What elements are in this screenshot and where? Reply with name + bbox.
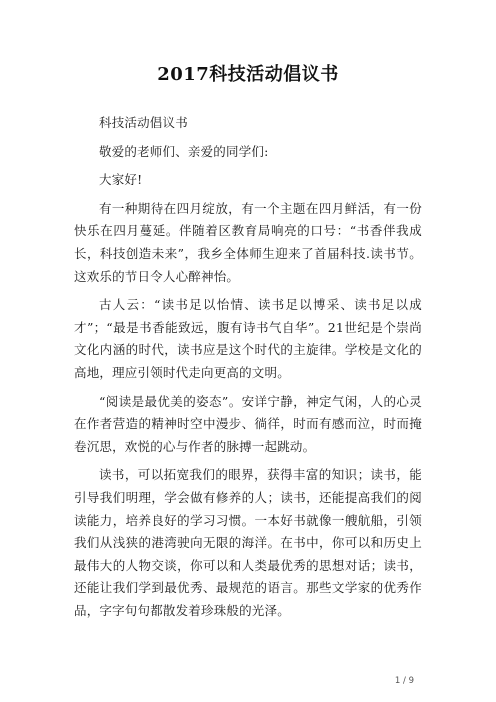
paragraph-quote: 古人云：“读书足以怡情、读书足以博采、读书足以成才”；“最是书香能致远，腹有诗书气自华”。21世纪是个崇尚文化内涵的时代，读书应是这个时代的主旋律。学校是文化的高地，理应引领时代走向更高的文明。	[74, 297, 422, 380]
document-title: 2017科技活动倡议书	[157, 64, 339, 85]
document-body	[74, 112, 422, 628]
page-indicator: 1 / 9	[394, 676, 414, 686]
paragraph-salutation: 敬爱的老师们、亲爱的同学们:	[99, 143, 269, 159]
paragraph-intro: 有一种期待在四月绽放，有一个主题在四月鲜活，有一份快乐在四月蔓延。伴随着区教育局响亮的口号：“书香伴我成长，科技创造未来”，我乡全体师生迎来了首届科技.读书节。这欢乐的节日令人心醉神怡。	[74, 200, 422, 284]
paragraph-benefits: 读书，可以拓宽我们的眼界，获得丰富的知识；读书，能引导我们明理，学会做有修养的人；读书，还能提高我们的阅读能力，培养良好的学习习惯。一本好书就像一艘航船，引领我们从浅狭的港湾驶向无限的海洋。在书中，你可以和历史上最伟大的人物交谈，你可以和人类最优秀的思想对话；读书，还能让我们学到最优秀、最规范的语言。那些文学家的优秀作品，字字句句都散发着珍珠般的光泽。	[74, 467, 422, 618]
paragraph-greeting: 大家好!	[99, 172, 143, 188]
paragraph-reading-posture: “阅读是最优美的姿态”。安详宁静，神定气闲，人的心灵在作者营造的精神时空中漫步、徜徉，时而有感而泣，时而掩卷沉思，欢悦的心与作者的脉搏一起跳动。	[74, 393, 422, 454]
paragraph-heading: 科技活动倡议书	[99, 115, 188, 130]
